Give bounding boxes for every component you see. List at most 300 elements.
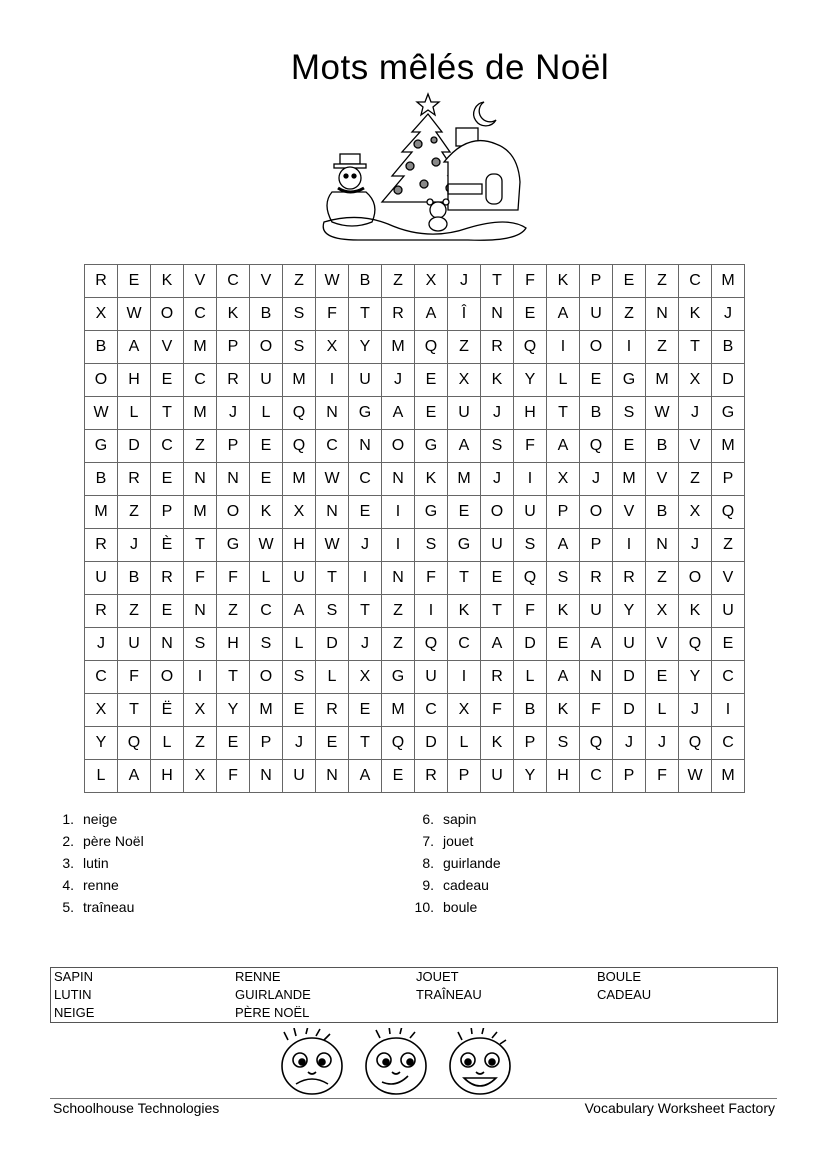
grid-cell: F: [184, 562, 217, 595]
grid-cell: L: [283, 628, 316, 661]
grid-cell: K: [217, 298, 250, 331]
grid-cell: W: [316, 463, 349, 496]
footer-divider: [50, 1098, 777, 1099]
grid-cell: M: [646, 364, 679, 397]
grid-cell: C: [85, 661, 118, 694]
grid-cell: E: [283, 694, 316, 727]
clue-word: cadeau: [443, 877, 489, 893]
grid-cell: Q: [712, 496, 745, 529]
clue-word: père Noël: [83, 833, 144, 849]
clue-number: 9.: [422, 877, 434, 893]
page-title: Mots mêlés de Noël: [290, 48, 610, 87]
clue-item: [54, 852, 144, 874]
grid-cell: R: [85, 529, 118, 562]
grid-cell: M: [382, 331, 415, 364]
grid-cell: H: [547, 760, 580, 793]
word-bank-item: CADEAU: [597, 987, 652, 1002]
grid-row: [85, 496, 745, 529]
grid-cell: O: [481, 496, 514, 529]
grid-cell: X: [448, 694, 481, 727]
grid-cell: L: [547, 364, 580, 397]
grid-cell: L: [448, 727, 481, 760]
grid-row: [85, 727, 745, 760]
grid-cell: R: [316, 694, 349, 727]
grid-cell: J: [712, 298, 745, 331]
grid-cell: J: [679, 694, 712, 727]
grid-cell: K: [679, 298, 712, 331]
grid-cell: I: [184, 661, 217, 694]
grid-cell: Q: [415, 628, 448, 661]
grid-cell: T: [316, 562, 349, 595]
grid-row: [85, 529, 745, 562]
grid-cell: S: [283, 331, 316, 364]
grid-cell: U: [448, 397, 481, 430]
grid-cell: E: [547, 628, 580, 661]
grid-cell: K: [151, 265, 184, 298]
clue-list-right: [414, 808, 501, 918]
grid-cell: E: [613, 265, 646, 298]
grid-cell: W: [250, 529, 283, 562]
grid-cell: G: [415, 430, 448, 463]
grid-cell: O: [85, 364, 118, 397]
grid-cell: C: [250, 595, 283, 628]
grid-cell: K: [547, 595, 580, 628]
grid-cell: M: [283, 463, 316, 496]
grid-cell: X: [679, 364, 712, 397]
word-bank: [50, 967, 778, 1023]
grid-cell: Z: [646, 265, 679, 298]
grid-cell: Q: [283, 430, 316, 463]
grid-cell: V: [184, 265, 217, 298]
grid-cell: L: [250, 397, 283, 430]
grid-cell: A: [547, 661, 580, 694]
grid-cell: J: [283, 727, 316, 760]
grid-cell: M: [250, 694, 283, 727]
grid-cell: K: [448, 595, 481, 628]
grid-cell: V: [151, 331, 184, 364]
grid-cell: S: [613, 397, 646, 430]
grid-cell: Î: [448, 298, 481, 331]
grid-cell: C: [679, 265, 712, 298]
grid-cell: B: [85, 331, 118, 364]
footer-product: Vocabulary Worksheet Factory: [584, 1100, 775, 1116]
grid-cell: S: [481, 430, 514, 463]
grid-cell: R: [580, 562, 613, 595]
grid-cell: L: [85, 760, 118, 793]
grid-cell: E: [580, 364, 613, 397]
grid-cell: E: [250, 430, 283, 463]
grid-cell: Z: [184, 727, 217, 760]
grid-cell: C: [448, 628, 481, 661]
word-bank-item: BOULE: [597, 969, 642, 984]
clue-word: jouet: [443, 833, 474, 849]
grid-cell: T: [349, 595, 382, 628]
grid-cell: Y: [514, 760, 547, 793]
clue-item: [54, 874, 144, 896]
grid-cell: E: [118, 265, 151, 298]
grid-cell: U: [250, 364, 283, 397]
grid-cell: T: [349, 298, 382, 331]
grid-cell: H: [514, 397, 547, 430]
grid-cell: L: [118, 397, 151, 430]
clue-word: boule: [443, 899, 478, 915]
grid-row: [85, 661, 745, 694]
grid-cell: B: [580, 397, 613, 430]
grid-cell: Z: [382, 595, 415, 628]
grid-cell: I: [382, 496, 415, 529]
word-search-grid: [84, 264, 745, 793]
grid-cell: Z: [646, 331, 679, 364]
grid-cell: G: [415, 496, 448, 529]
grid-cell: Z: [613, 298, 646, 331]
grid-cell: Q: [382, 727, 415, 760]
grid-cell: T: [448, 562, 481, 595]
clue-item: [54, 830, 144, 852]
grid-cell: X: [283, 496, 316, 529]
grid-cell: U: [580, 298, 613, 331]
grid-cell: E: [316, 727, 349, 760]
grid-cell: Z: [283, 265, 316, 298]
grid-cell: V: [646, 628, 679, 661]
grid-cell: B: [118, 562, 151, 595]
grid-cell: N: [646, 298, 679, 331]
grid-cell: M: [85, 496, 118, 529]
grid-cell: F: [580, 694, 613, 727]
grid-cell: C: [316, 430, 349, 463]
grid-cell: C: [184, 298, 217, 331]
grid-cell: O: [679, 562, 712, 595]
grid-cell: Q: [283, 397, 316, 430]
grid-cell: E: [448, 496, 481, 529]
grid-cell: N: [250, 760, 283, 793]
clue-item: [414, 896, 501, 918]
grid-cell: N: [316, 760, 349, 793]
grid-cell: P: [217, 331, 250, 364]
grid-cell: R: [415, 760, 448, 793]
grid-cell: Ë: [151, 694, 184, 727]
grid-cell: Q: [580, 430, 613, 463]
grid-cell: A: [448, 430, 481, 463]
grid-cell: P: [580, 529, 613, 562]
grid-cell: U: [481, 760, 514, 793]
grid-cell: R: [85, 265, 118, 298]
grid-cell: N: [184, 463, 217, 496]
grid-cell: U: [712, 595, 745, 628]
grid-cell: P: [217, 430, 250, 463]
grid-cell: E: [646, 661, 679, 694]
grid-cell: E: [382, 760, 415, 793]
grid-cell: S: [316, 595, 349, 628]
grid-cell: U: [85, 562, 118, 595]
grid-cell: L: [250, 562, 283, 595]
grid-cell: X: [85, 298, 118, 331]
grid-cell: N: [481, 298, 514, 331]
grid-cell: M: [448, 463, 481, 496]
grid-cell: D: [613, 661, 646, 694]
grid-cell: B: [646, 496, 679, 529]
grid-cell: A: [415, 298, 448, 331]
grid-cell: P: [514, 727, 547, 760]
grid-cell: W: [679, 760, 712, 793]
grid-cell: A: [118, 331, 151, 364]
grid-cell: S: [283, 298, 316, 331]
grid-cell: Y: [679, 661, 712, 694]
clue-number: 1.: [62, 811, 74, 827]
clue-number: 3.: [62, 855, 74, 871]
grid-row: [85, 430, 745, 463]
grid-cell: S: [547, 562, 580, 595]
grid-cell: A: [547, 430, 580, 463]
grid-cell: A: [118, 760, 151, 793]
grid-row: [85, 694, 745, 727]
clue-word: lutin: [83, 855, 109, 871]
grid-row: [85, 298, 745, 331]
grid-cell: S: [415, 529, 448, 562]
grid-cell: N: [349, 430, 382, 463]
grid-cell: C: [415, 694, 448, 727]
grid-cell: O: [382, 430, 415, 463]
grid-cell: U: [580, 595, 613, 628]
grid-cell: P: [547, 496, 580, 529]
grid-cell: È: [151, 529, 184, 562]
grid-cell: W: [85, 397, 118, 430]
grid-cell: Z: [448, 331, 481, 364]
grid-cell: E: [151, 364, 184, 397]
grid-cell: A: [547, 298, 580, 331]
grid-cell: J: [646, 727, 679, 760]
grid-cell: K: [679, 595, 712, 628]
grid-cell: H: [118, 364, 151, 397]
grid-cell: A: [382, 397, 415, 430]
grid-cell: E: [415, 397, 448, 430]
grid-cell: E: [349, 694, 382, 727]
grid-cell: P: [712, 463, 745, 496]
grid-cell: C: [580, 760, 613, 793]
grid-cell: G: [613, 364, 646, 397]
grid-cell: X: [316, 331, 349, 364]
grid-cell: J: [217, 397, 250, 430]
grid-cell: G: [349, 397, 382, 430]
grid-cell: T: [151, 397, 184, 430]
clue-item: [414, 874, 501, 896]
happy-face-icon: [450, 1028, 510, 1094]
grid-cell: L: [151, 727, 184, 760]
grid-cell: H: [217, 628, 250, 661]
grid-cell: I: [316, 364, 349, 397]
word-bank-item: JOUET: [416, 969, 459, 984]
grid-cell: A: [349, 760, 382, 793]
grid-cell: Y: [217, 694, 250, 727]
grid-cell: J: [481, 463, 514, 496]
grid-cell: B: [712, 331, 745, 364]
grid-cell: M: [712, 760, 745, 793]
grid-cell: T: [547, 397, 580, 430]
grid-cell: E: [712, 628, 745, 661]
grid-cell: J: [613, 727, 646, 760]
grid-cell: Z: [382, 265, 415, 298]
grid-cell: Y: [85, 727, 118, 760]
grid-cell: J: [382, 364, 415, 397]
word-bank-item: LUTIN: [54, 987, 92, 1002]
christmas-scene-illustration: [318, 92, 530, 242]
grid-cell: P: [151, 496, 184, 529]
grid-row: [85, 331, 745, 364]
grid-row: [85, 760, 745, 793]
grid-cell: S: [514, 529, 547, 562]
grid-cell: O: [250, 661, 283, 694]
clue-number: 5.: [62, 899, 74, 915]
grid-cell: X: [349, 661, 382, 694]
grid-cell: Q: [118, 727, 151, 760]
grid-cell: I: [382, 529, 415, 562]
grid-cell: P: [448, 760, 481, 793]
grid-cell: T: [118, 694, 151, 727]
grid-cell: G: [712, 397, 745, 430]
clue-number: 2.: [62, 833, 74, 849]
grid-cell: X: [679, 496, 712, 529]
grid-cell: I: [349, 562, 382, 595]
clue-number: 6.: [422, 811, 434, 827]
grid-row: [85, 265, 745, 298]
grid-cell: L: [514, 661, 547, 694]
grid-cell: S: [547, 727, 580, 760]
clue-word: renne: [83, 877, 119, 893]
clue-number: 4.: [62, 877, 74, 893]
grid-cell: U: [118, 628, 151, 661]
grid-cell: A: [481, 628, 514, 661]
clue-item: [414, 852, 501, 874]
grid-cell: N: [382, 562, 415, 595]
grid-cell: V: [679, 430, 712, 463]
grid-cell: N: [217, 463, 250, 496]
grid-cell: F: [415, 562, 448, 595]
grid-cell: D: [712, 364, 745, 397]
grid-cell: W: [316, 529, 349, 562]
grid-cell: G: [85, 430, 118, 463]
grid-cell: I: [712, 694, 745, 727]
grid-cell: R: [118, 463, 151, 496]
grid-cell: J: [679, 529, 712, 562]
grid-cell: T: [217, 661, 250, 694]
grid-cell: R: [613, 562, 646, 595]
grid-cell: G: [217, 529, 250, 562]
grid-cell: Z: [118, 595, 151, 628]
grid-cell: A: [283, 595, 316, 628]
grid-cell: K: [415, 463, 448, 496]
grid-cell: H: [151, 760, 184, 793]
grid-cell: F: [481, 694, 514, 727]
clue-item: [414, 808, 501, 830]
grid-cell: B: [514, 694, 547, 727]
clue-item: [414, 830, 501, 852]
grid-cell: E: [415, 364, 448, 397]
grid-cell: T: [679, 331, 712, 364]
grid-cell: B: [85, 463, 118, 496]
grid-cell: M: [184, 397, 217, 430]
grid-cell: X: [415, 265, 448, 298]
grid-row: [85, 628, 745, 661]
grid-cell: F: [316, 298, 349, 331]
grid-cell: E: [349, 496, 382, 529]
grid-cell: N: [184, 595, 217, 628]
grid-cell: T: [481, 265, 514, 298]
clue-word: neige: [83, 811, 118, 827]
grid-cell: M: [712, 265, 745, 298]
grid-cell: U: [349, 364, 382, 397]
grid-cell: Q: [580, 727, 613, 760]
grid-cell: J: [85, 628, 118, 661]
grid-cell: J: [349, 529, 382, 562]
grid-cell: E: [250, 463, 283, 496]
clue-list-left: [54, 808, 144, 918]
unsure-face-icon: [366, 1028, 426, 1094]
grid-cell: A: [580, 628, 613, 661]
grid-cell: M: [184, 496, 217, 529]
grid-cell: O: [217, 496, 250, 529]
grid-cell: J: [580, 463, 613, 496]
grid-cell: D: [118, 430, 151, 463]
grid-cell: Z: [382, 628, 415, 661]
grid-cell: N: [316, 496, 349, 529]
grid-cell: Z: [646, 562, 679, 595]
grid-cell: U: [415, 661, 448, 694]
grid-cell: F: [646, 760, 679, 793]
grid-cell: F: [217, 760, 250, 793]
grid-row: [85, 364, 745, 397]
grid-cell: V: [613, 496, 646, 529]
grid-cell: B: [646, 430, 679, 463]
grid-cell: D: [613, 694, 646, 727]
clue-number: 10.: [414, 899, 434, 915]
clue-item: [54, 808, 144, 830]
grid-cell: N: [646, 529, 679, 562]
grid-cell: R: [481, 331, 514, 364]
grid-cell: C: [217, 265, 250, 298]
grid-cell: V: [250, 265, 283, 298]
grid-cell: X: [184, 760, 217, 793]
grid-cell: N: [151, 628, 184, 661]
grid-cell: E: [151, 463, 184, 496]
word-bank-item: PÈRE NOËL: [235, 1005, 310, 1020]
grid-cell: Q: [679, 628, 712, 661]
grid-cell: O: [580, 331, 613, 364]
grid-cell: R: [151, 562, 184, 595]
grid-cell: Z: [184, 430, 217, 463]
grid-cell: Q: [415, 331, 448, 364]
grid-cell: G: [448, 529, 481, 562]
grid-cell: E: [481, 562, 514, 595]
grid-cell: J: [118, 529, 151, 562]
grid-cell: F: [514, 265, 547, 298]
word-bank-item: GUIRLANDE: [235, 987, 311, 1002]
grid-cell: R: [85, 595, 118, 628]
grid-cell: I: [613, 331, 646, 364]
grid-cell: U: [514, 496, 547, 529]
grid-cell: V: [712, 562, 745, 595]
grid-cell: J: [679, 397, 712, 430]
grid-cell: P: [250, 727, 283, 760]
clue-word: traîneau: [83, 899, 135, 915]
grid-cell: E: [217, 727, 250, 760]
grid-cell: R: [382, 298, 415, 331]
grid-cell: E: [514, 298, 547, 331]
grid-cell: I: [448, 661, 481, 694]
grid-cell: Q: [514, 562, 547, 595]
grid-cell: R: [217, 364, 250, 397]
grid-cell: R: [481, 661, 514, 694]
grid-cell: J: [349, 628, 382, 661]
grid-cell: C: [184, 364, 217, 397]
